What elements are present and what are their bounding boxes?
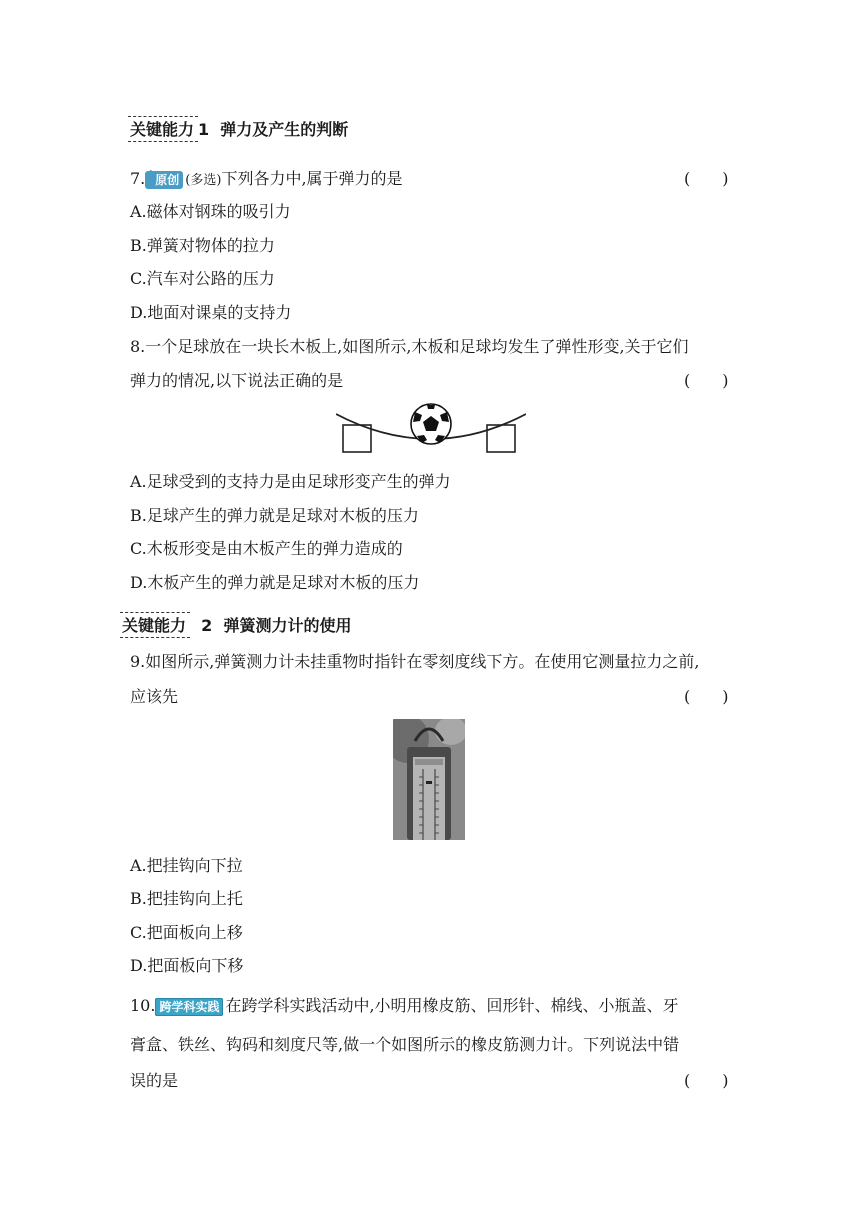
- section-title: 弹力及产生的判断: [220, 120, 349, 139]
- question-9-stem-line1: 9.如图所示,弹簧测力计未挂重物时指针在零刻度线下方。在使用它测量拉力之前,: [130, 652, 700, 671]
- option-c: C.把面板向上移: [130, 923, 243, 942]
- option-d: D.地面对课桌的支持力: [130, 303, 292, 322]
- question-8-stem-line1: 8.一个足球放在一块长木板上,如图所示,木板和足球均发生了弹性形变,关于它们: [130, 337, 689, 356]
- question-text: 在跨学科实践活动中,小明用橡皮筋、回形针、棉线、小瓶盖、牙: [225, 996, 679, 1015]
- answer-bracket: ( ): [684, 1071, 729, 1090]
- option-b: B.把挂钩向上托: [130, 889, 243, 908]
- option-d: D.木板产生的弹力就是足球对木板的压力: [130, 573, 420, 592]
- question-10-stem-line1: [130, 995, 679, 1017]
- football-icon: [411, 404, 451, 444]
- question-text: 下列各力中,属于弹力的是: [221, 169, 403, 188]
- answer-bracket: ( ): [684, 169, 729, 188]
- section-title: 弹簧测力计的使用: [223, 616, 352, 635]
- question-9-stem-line2: 应该先: [130, 687, 179, 706]
- section-heading-1: [128, 116, 348, 142]
- original-badge: [145, 167, 183, 189]
- question-qualifier: (多选): [185, 173, 222, 188]
- section-tag: 关键能力: [120, 612, 190, 638]
- option-a: A.足球受到的支持力是由足球形变产生的弹力: [130, 472, 451, 491]
- question-8-stem-line2: 弹力的情况,以下说法正确的是: [130, 371, 344, 390]
- question-10-stem-line3: 误的是: [130, 1071, 179, 1090]
- arrow-up-icon: ⬆: [146, 167, 156, 181]
- option-c: C.汽车对公路的压力: [130, 269, 275, 288]
- scale-panel: [413, 757, 445, 840]
- question-number: 7.: [130, 169, 146, 188]
- option-a: A.把挂钩向下拉: [130, 856, 243, 875]
- section-number: 2: [201, 616, 213, 635]
- question-10-stem-line2: 膏盒、铁丝、钩码和刻度尺等,做一个如图所示的橡皮筋测力计。下列说法中错: [130, 1035, 680, 1054]
- option-b: B.弹簧对物体的拉力: [130, 236, 275, 255]
- option-c: C.木板形变是由木板产生的弹力造成的: [130, 539, 403, 558]
- pointer: [426, 781, 432, 784]
- section-tag: 关键能力: [128, 116, 198, 142]
- left-support-block: [343, 425, 371, 452]
- section-number: 1: [198, 120, 210, 139]
- spring-scale-photo: [393, 719, 465, 840]
- answer-bracket: ( ): [684, 687, 729, 706]
- question-number: 10.: [130, 996, 156, 1015]
- football-on-board-figure: [336, 400, 526, 460]
- section-heading-2: [120, 612, 351, 638]
- option-a: A.磁体对钢珠的吸引力: [130, 202, 291, 221]
- option-d: D.把面板向下移: [130, 956, 244, 975]
- question-7-stem: [130, 168, 403, 192]
- interdisciplinary-practice-badge: 跨学科实践: [155, 998, 223, 1016]
- original-badge-label: 原创: [155, 172, 180, 187]
- option-b: B.足球产生的弹力就是足球对木板的压力: [130, 506, 419, 525]
- answer-bracket: ( ): [684, 371, 729, 390]
